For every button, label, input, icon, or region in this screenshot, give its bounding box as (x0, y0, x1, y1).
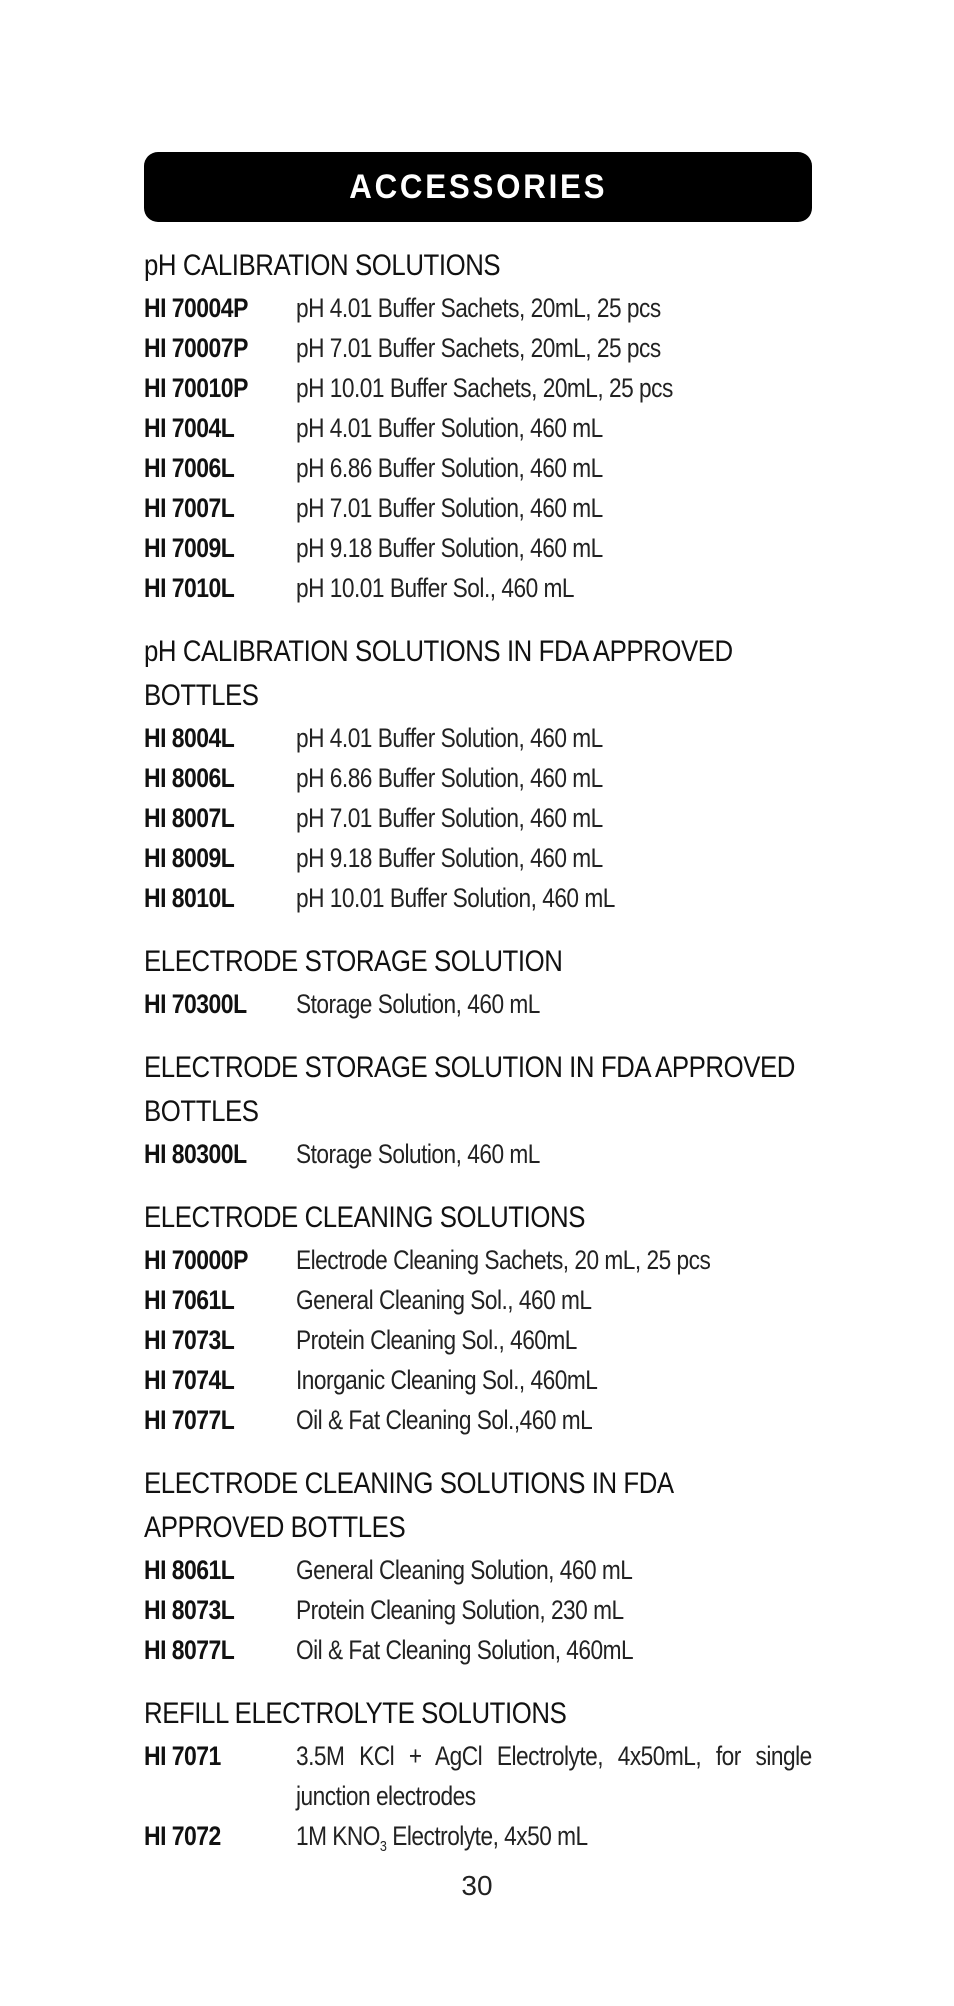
product-code: HI 7073L (144, 1325, 235, 1355)
product-description: pH 9.18 Buffer Solution, 460 mL (296, 533, 603, 563)
list-item (144, 984, 812, 1024)
document-page (144, 152, 812, 1867)
product-code: HI 80300L (144, 1139, 247, 1169)
product-description: pH 4.01 Buffer Solution, 460 mL (296, 723, 603, 753)
description-text: Electrolyte, 4x50 mL (386, 1821, 588, 1851)
product-code: HI 8073L (144, 1595, 235, 1625)
section-storage-fda (144, 1046, 812, 1174)
product-description: pH 7.01 Buffer Solution, 460 mL (296, 493, 603, 523)
product-code: HI 7071 (144, 1741, 221, 1771)
product-description: pH 7.01 Buffer Solution, 460 mL (296, 803, 603, 833)
list-item (144, 1736, 812, 1816)
product-code: HI 7007L (144, 493, 235, 523)
product-description: Storage Solution, 460 mL (296, 989, 540, 1019)
section-ph-calibration-fda (144, 630, 812, 918)
product-code: HI 70000P (144, 1245, 248, 1275)
list-item (144, 1280, 812, 1320)
section-title: ELECTRODE CLEANING SOLUTIONS IN FDA (144, 1467, 674, 1500)
list-item (144, 1630, 812, 1670)
product-description: pH 10.01 Buffer Solution, 460 mL (296, 883, 615, 913)
list-item (144, 1550, 812, 1590)
product-code: HI 70004P (144, 293, 248, 323)
accessories-banner (144, 152, 812, 222)
list-item (144, 718, 812, 758)
list-item (144, 1360, 812, 1400)
product-description: General Cleaning Solution, 460 mL (296, 1555, 633, 1585)
product-description: pH 10.01 Buffer Sol., 460 mL (296, 573, 574, 603)
formula-text: 1M KNO (296, 1821, 380, 1851)
list-item (144, 1240, 812, 1280)
list-item (144, 568, 812, 608)
product-description (296, 1816, 812, 1867)
page-title: ACCESSORIES (348, 167, 608, 206)
product-description: pH 9.18 Buffer Solution, 460 mL (296, 843, 603, 873)
section-electrolyte (144, 1692, 812, 1867)
list-item (144, 368, 812, 408)
product-code: HI 7072 (144, 1821, 221, 1851)
section-title: ELECTRODE STORAGE SOLUTION (144, 945, 563, 978)
list-item (144, 1590, 812, 1630)
section-cleaning (144, 1196, 812, 1440)
section-title-continued: APPROVED BOTTLES (144, 1511, 406, 1544)
product-code: HI 8061L (144, 1555, 235, 1585)
page-number: 30 (461, 1870, 493, 1901)
product-code: HI 7010L (144, 573, 235, 603)
list-item (144, 528, 812, 568)
product-code: HI 7061L (144, 1285, 235, 1315)
product-description: pH 4.01 Buffer Sachets, 20mL, 25 pcs (296, 293, 661, 323)
formula-subscript: 3 (379, 1838, 387, 1855)
list-item (144, 448, 812, 488)
section-title: ELECTRODE STORAGE SOLUTION IN FDA APPROVED (144, 1051, 795, 1084)
list-item (144, 1320, 812, 1360)
list-item (144, 838, 812, 878)
product-code: HI 70007P (144, 333, 248, 363)
section-title: ELECTRODE CLEANING SOLUTIONS (144, 1201, 585, 1234)
product-code: HI 7006L (144, 453, 235, 483)
section-cleaning-fda (144, 1462, 812, 1670)
product-code: HI 8009L (144, 843, 235, 873)
list-item (144, 1816, 812, 1867)
product-code: HI 70300L (144, 989, 247, 1019)
section-ph-calibration (144, 244, 812, 608)
list-item (144, 1134, 812, 1174)
product-code: HI 7074L (144, 1365, 235, 1395)
product-description: Storage Solution, 460 mL (296, 1139, 540, 1169)
product-code: HI 8006L (144, 763, 235, 793)
section-storage (144, 940, 812, 1024)
list-item (144, 878, 812, 918)
list-item (144, 1400, 812, 1440)
section-title: pH CALIBRATION SOLUTIONS IN FDA APPROVED (144, 635, 733, 668)
list-item (144, 288, 812, 328)
product-description: pH 6.86 Buffer Solution, 460 mL (296, 453, 603, 483)
product-description: Electrode Cleaning Sachets, 20 mL, 25 pcs (296, 1245, 711, 1275)
section-title-continued: BOTTLES (144, 679, 259, 712)
section-title-continued: BOTTLES (144, 1095, 259, 1128)
product-description: pH 10.01 Buffer Sachets, 20mL, 25 pcs (296, 373, 673, 403)
product-description: 3.5M KCl + AgCl Electrolyte, 4x50mL, for single junction electrodes (296, 1741, 812, 1811)
list-item (144, 328, 812, 368)
section-title: REFILL ELECTROLYTE SOLUTIONS (144, 1697, 567, 1730)
product-description: General Cleaning Sol., 460 mL (296, 1285, 592, 1315)
product-description: Oil & Fat Cleaning Solution, 460mL (296, 1635, 634, 1665)
product-description: Oil & Fat Cleaning Sol.,460 mL (296, 1405, 593, 1435)
list-item (144, 488, 812, 528)
product-description: pH 4.01 Buffer Solution, 460 mL (296, 413, 603, 443)
product-code: HI 7077L (144, 1405, 235, 1435)
section-title: pH CALIBRATION SOLUTIONS (144, 249, 501, 282)
product-code: HI 8010L (144, 883, 235, 913)
list-item (144, 798, 812, 838)
product-code: HI 8004L (144, 723, 235, 753)
product-code: HI 7004L (144, 413, 235, 443)
product-code: HI 7009L (144, 533, 235, 563)
list-item (144, 408, 812, 448)
product-code: HI 8007L (144, 803, 235, 833)
product-code: HI 8077L (144, 1635, 235, 1665)
product-description: pH 6.86 Buffer Solution, 460 mL (296, 763, 603, 793)
product-description: Protein Cleaning Solution, 230 mL (296, 1595, 624, 1625)
product-description: Protein Cleaning Sol., 460mL (296, 1325, 577, 1355)
product-description: Inorganic Cleaning Sol., 460mL (296, 1365, 598, 1395)
product-code: HI 70010P (144, 373, 248, 403)
list-item (144, 758, 812, 798)
product-description: pH 7.01 Buffer Sachets, 20mL, 25 pcs (296, 333, 661, 363)
